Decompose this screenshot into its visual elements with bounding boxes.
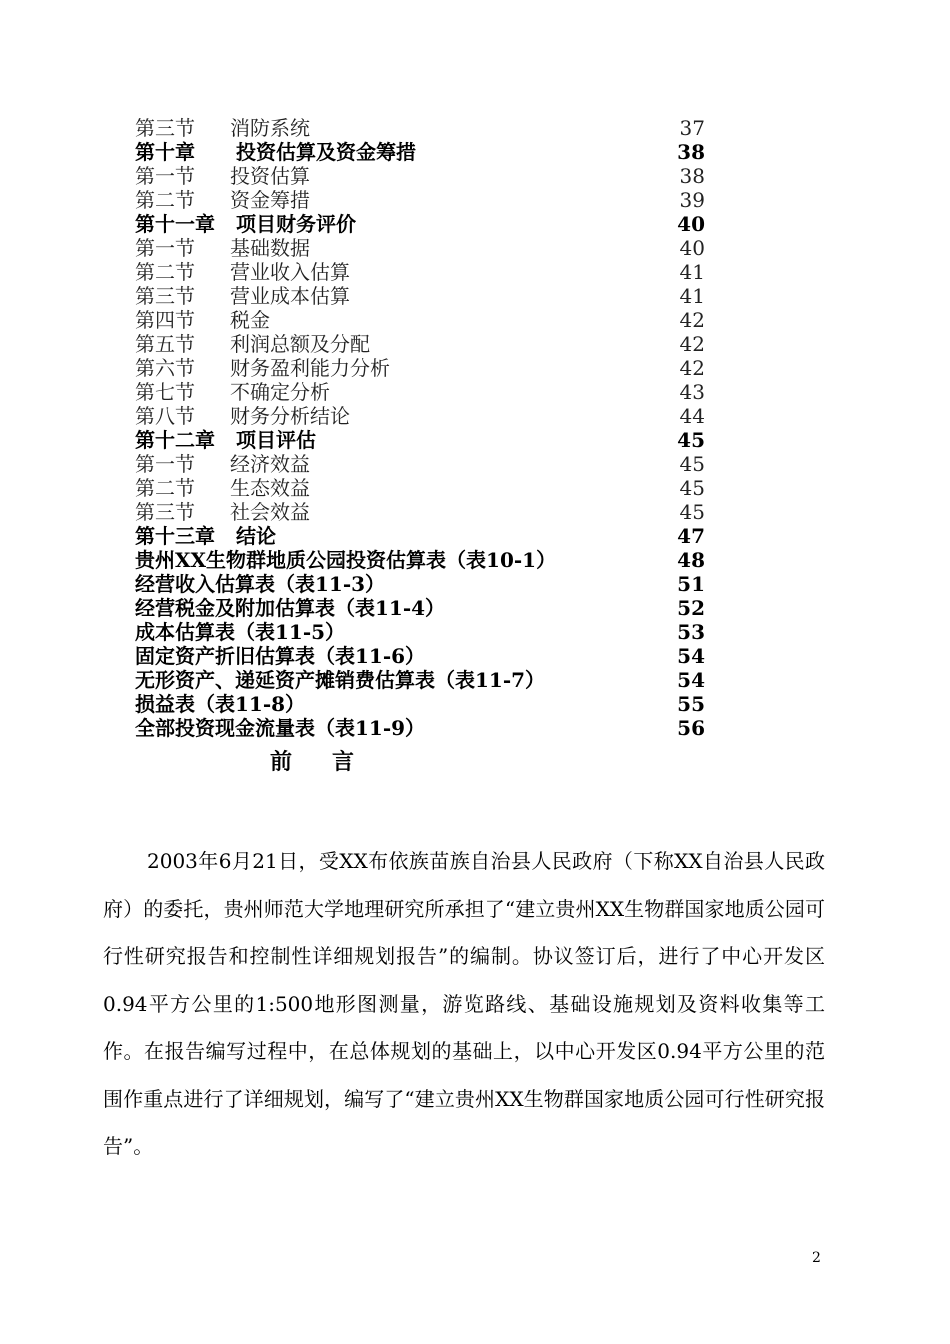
- toc-entry-text: 无形资产、递延资产摊销费估算表（表11-7）: [135, 668, 546, 692]
- toc-entry-title: [135, 212, 356, 236]
- preface-paragraph: 2003年6月21日，受XX布依族苗族自治县人民政府（下称XX自治县人民政府）的委托，贵州师范大学地理研究所承担了“建立贵州XX生物群国家地质公园可行性研究报告和控制性详细规划报告”的编制。协议签订后，进行了中心开发区0.94平方公里的1:500地形图测量，游览路线、基础设施规划及资料收集等工作。在报告编写过程中，在总体规划的基础上，以中心开发区0.94平方公里的范围作重点进行了详细规划，编写了“建立贵州XX生物群国家地质公园可行性研究报告”。: [103, 849, 825, 1158]
- toc-entry[interactable]: [135, 404, 705, 428]
- toc-entry[interactable]: [135, 356, 705, 380]
- toc-entry-title: [135, 260, 350, 284]
- toc-entry-page: 45: [677, 428, 705, 452]
- toc-entry-number: 第一节: [135, 452, 195, 476]
- toc-entry-text: 财务盈利能力分析: [230, 356, 390, 380]
- toc-entry-page: 42: [679, 308, 705, 332]
- toc-entry-text: 项目评估: [236, 428, 316, 452]
- toc-entry-page: 45: [679, 452, 705, 476]
- toc-entry-page: 41: [679, 284, 705, 308]
- toc-entry-page: 55: [677, 692, 705, 716]
- toc-entry-page: 44: [679, 404, 705, 428]
- toc-entry[interactable]: [135, 428, 705, 452]
- toc-entry-title: [135, 716, 425, 740]
- toc-entry-text: 基础数据: [230, 236, 310, 260]
- toc-entry-text: 营业收入估算: [230, 260, 350, 284]
- toc-entry[interactable]: [135, 380, 705, 404]
- toc-entry[interactable]: [135, 644, 705, 668]
- toc-entry-page: 45: [679, 476, 705, 500]
- toc-entry-page: 43: [679, 380, 705, 404]
- toc-entry-number: 第四节: [135, 308, 195, 332]
- toc-entry[interactable]: [135, 596, 705, 620]
- toc-entry-text: 项目财务评价: [236, 212, 356, 236]
- toc-entry-number: 第十章: [135, 140, 195, 164]
- toc-entry-page: 53: [677, 620, 705, 644]
- toc-entry[interactable]: [135, 620, 705, 644]
- toc-entry-text: 经营税金及附加估算表（表11-4）: [135, 596, 446, 620]
- toc-entry-title: [135, 620, 345, 644]
- toc-entry-text: 不确定分析: [230, 380, 330, 404]
- page-number: 2: [812, 1250, 821, 1266]
- toc-entry-number: 第十一章: [135, 212, 215, 236]
- toc-entry-title: [135, 692, 305, 716]
- toc-entry[interactable]: [135, 572, 705, 596]
- toc-entry-text: 利润总额及分配: [230, 332, 370, 356]
- toc-entry-page: 51: [677, 572, 705, 596]
- toc-entry[interactable]: [135, 500, 705, 524]
- toc-entry-title: [135, 332, 370, 356]
- toc-entry-text: 结论: [236, 524, 276, 548]
- preface-heading: 前言: [270, 749, 395, 775]
- toc-entry-number: 第七节: [135, 380, 195, 404]
- toc-entry[interactable]: [135, 284, 705, 308]
- toc-entry-page: 48: [677, 548, 705, 572]
- toc-entry-title: [135, 236, 310, 260]
- toc-entry-number: 第二节: [135, 260, 195, 284]
- toc-entry-text: 投资估算及资金筹措: [236, 140, 416, 164]
- toc-entry[interactable]: [135, 524, 705, 548]
- toc-entry-title: [135, 476, 310, 500]
- toc-entry-number: 第一节: [135, 164, 195, 188]
- toc-entry-page: 40: [677, 212, 705, 236]
- toc-entry[interactable]: [135, 668, 705, 692]
- toc-entry-text: 全部投资现金流量表（表11-9）: [135, 716, 426, 740]
- toc-entry-title: [135, 356, 390, 380]
- toc-entry-text: 营业成本估算: [230, 284, 350, 308]
- toc-entry-page: 37: [679, 116, 705, 140]
- toc-entry-title: [135, 548, 556, 572]
- toc-entry-text: 生态效益: [230, 476, 310, 500]
- toc-entry-title: [135, 572, 385, 596]
- toc-entry-text: 损益表（表11-8）: [135, 692, 306, 716]
- toc-entry-text: 贵州XX生物群地质公园投资估算表（表10-1）: [135, 548, 557, 572]
- toc-entry-page: 42: [679, 356, 705, 380]
- toc-entry-title: [135, 188, 310, 212]
- toc-entry[interactable]: [135, 452, 705, 476]
- toc-entry-title: [135, 284, 350, 308]
- toc-entry-number: 第二节: [135, 188, 195, 212]
- toc-entry-text: 消防系统: [230, 116, 310, 140]
- toc-entry[interactable]: [135, 476, 705, 500]
- toc-entry-title: [135, 308, 270, 332]
- toc-entry[interactable]: [135, 164, 705, 188]
- toc-entry-number: 第五节: [135, 332, 195, 356]
- toc-entry-title: [135, 644, 425, 668]
- toc-entry[interactable]: [135, 548, 705, 572]
- toc-entry-number: 第三节: [135, 116, 195, 140]
- toc-entry-page: 56: [677, 716, 705, 740]
- toc-entry-page: 38: [677, 140, 705, 164]
- toc-entry[interactable]: [135, 116, 705, 140]
- toc-entry-number: 第二节: [135, 476, 195, 500]
- table-of-contents: [135, 116, 705, 740]
- toc-entry-text: 社会效益: [230, 500, 310, 524]
- toc-entry-title: [135, 524, 276, 548]
- toc-entry-title: [135, 140, 416, 164]
- toc-entry-page: 54: [677, 668, 705, 692]
- toc-entry-page: 54: [677, 644, 705, 668]
- toc-entry-text: 资金筹措: [230, 188, 310, 212]
- toc-entry-text: 税金: [230, 308, 270, 332]
- toc-entry[interactable]: [135, 692, 705, 716]
- toc-entry-title: [135, 500, 310, 524]
- toc-entry-title: [135, 164, 310, 188]
- toc-entry[interactable]: [135, 212, 705, 236]
- toc-entry-number: 第八节: [135, 404, 195, 428]
- toc-entry[interactable]: [135, 188, 705, 212]
- toc-entry-page: 47: [677, 524, 705, 548]
- toc-entry-title: [135, 668, 545, 692]
- toc-entry[interactable]: [135, 236, 705, 260]
- toc-entry-page: 41: [679, 260, 705, 284]
- toc-entry-text: 经营收入估算表（表11-3）: [135, 572, 386, 596]
- toc-entry-text: 财务分析结论: [230, 404, 350, 428]
- toc-entry[interactable]: [135, 140, 705, 164]
- toc-entry-page: 39: [679, 188, 705, 212]
- toc-entry-text: 成本估算表（表11-5）: [135, 620, 346, 644]
- toc-entry-title: [135, 380, 330, 404]
- toc-entry-title: [135, 116, 310, 140]
- toc-entry[interactable]: [135, 260, 705, 284]
- toc-entry[interactable]: [135, 332, 705, 356]
- toc-entry-text: 固定资产折旧估算表（表11-6）: [135, 644, 426, 668]
- toc-entry-text: 经济效益: [230, 452, 310, 476]
- toc-entry-number: 第三节: [135, 500, 195, 524]
- toc-entry-text: 投资估算: [230, 164, 310, 188]
- toc-entry-page: 52: [677, 596, 705, 620]
- toc-entry-title: [135, 452, 310, 476]
- toc-entry-number: 第一节: [135, 236, 195, 260]
- toc-entry[interactable]: [135, 308, 705, 332]
- toc-entry-page: 38: [679, 164, 705, 188]
- toc-entry-page: 45: [679, 500, 705, 524]
- toc-entry-number: 第三节: [135, 284, 195, 308]
- toc-entry-title: [135, 596, 445, 620]
- toc-entry-title: [135, 428, 316, 452]
- toc-entry-page: 40: [679, 236, 705, 260]
- toc-entry-number: 第六节: [135, 356, 195, 380]
- toc-entry-number: 第十三章: [135, 524, 215, 548]
- toc-entry[interactable]: [135, 716, 705, 740]
- toc-entry-title: [135, 404, 350, 428]
- toc-entry-number: 第十二章: [135, 428, 215, 452]
- toc-entry-page: 42: [679, 332, 705, 356]
